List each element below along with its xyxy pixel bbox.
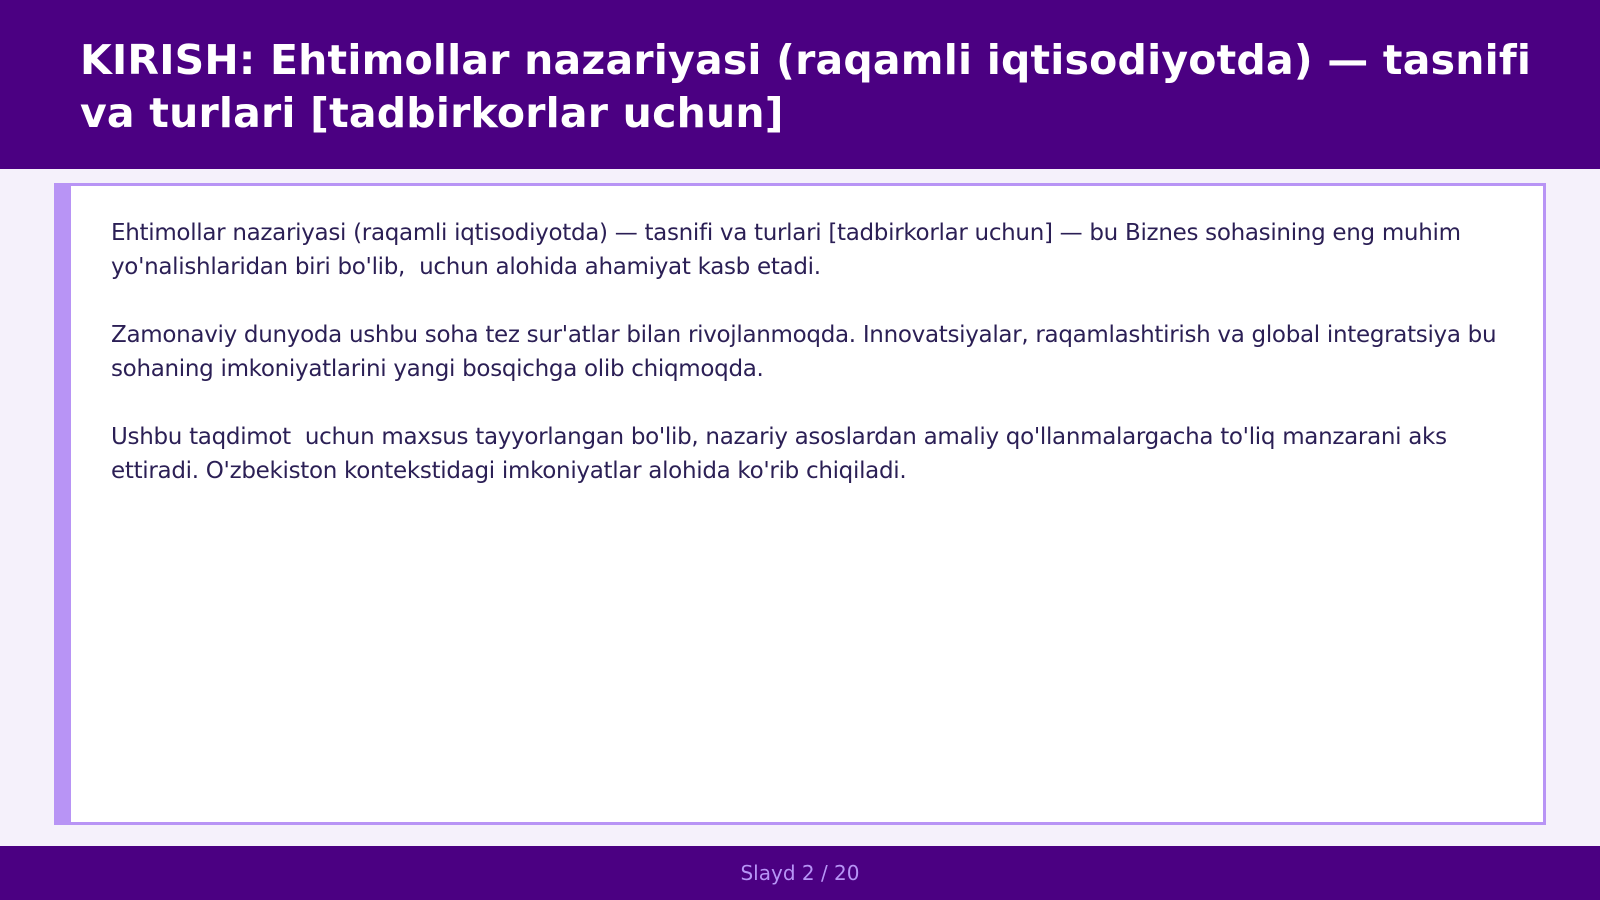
content-box bbox=[54, 183, 1546, 825]
slide-counter: Slayd 2 / 20 bbox=[740, 861, 860, 885]
presentation-purpose-paragraph: Ushbu taqdimot uchun maxsus tayyorlangan bo'lib, nazariy asoslardan amaliy qo'llanmalargacha to'liq manzarani aks ettiradi. O'zbekiston kontekstidagi imkoniyatlar alohida ko'rib chiqiladi. bbox=[111, 424, 1454, 484]
slide-title: KIRISH: Ehtimollar nazariyasi (raqamli iqtisodiyotda) — tasnifi va turlari [tadbirkorlar uchun] bbox=[80, 36, 1532, 137]
content-body bbox=[111, 216, 1503, 522]
slide-footer bbox=[0, 846, 1600, 900]
intro-paragraph: Ehtimollar nazariyasi (raqamli iqtisodiyotda) — tasnifi va turlari [tadbirkorlar uchun] — bu Biznes sohasining eng muhim yo'nalishlaridan biri bo'lib, uchun alohida ahamiyat kasb etadi. bbox=[111, 220, 1468, 280]
slide-header bbox=[0, 0, 1600, 169]
modern-world-paragraph: Zamonaviy dunyoda ushbu soha tez sur'atlar bilan rivojlanmoqda. Innovatsiyalar, raqamlashtirish va global integratsiya bu sohaning imkoniyatlarini yangi bosqichga olib chiqmoqda. bbox=[111, 322, 1504, 382]
